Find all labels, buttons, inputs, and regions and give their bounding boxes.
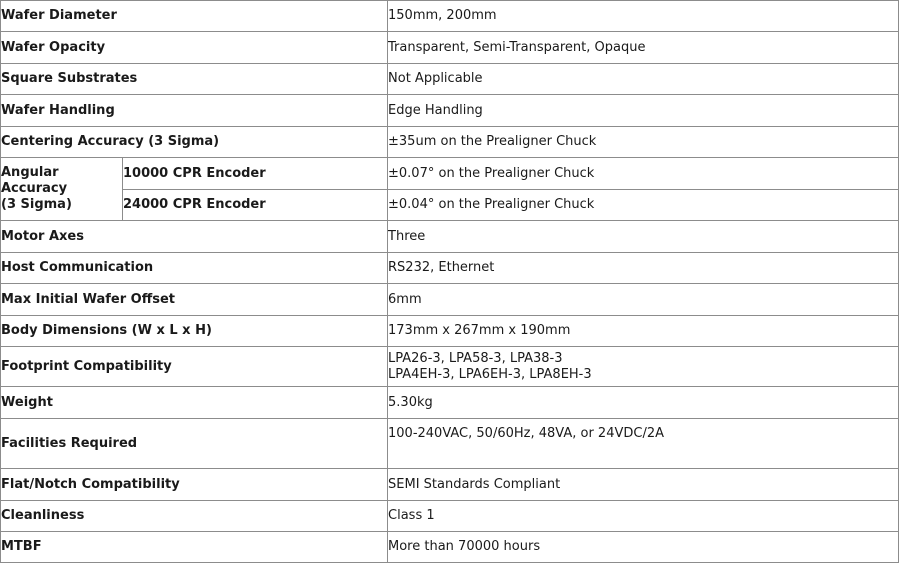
table-row	[1, 316, 899, 347]
spec-value: More than 70000 hours	[388, 532, 899, 563]
spec-sublabel: 24000 CPR Encoder	[123, 190, 388, 221]
spec-label: Centering Accuracy (3 Sigma)	[1, 127, 388, 158]
spec-label: Motor Axes	[1, 221, 388, 253]
spec-value: Class 1	[388, 501, 899, 532]
spec-label: Wafer Diameter	[1, 1, 388, 32]
spec-value: ±0.07° on the Prealigner Chuck	[388, 158, 899, 190]
table-row	[1, 284, 899, 316]
table-row	[1, 64, 899, 95]
spec-value: RS232, Ethernet	[388, 253, 899, 284]
table-row	[1, 190, 899, 221]
table-row	[1, 347, 899, 387]
label-line: (3 Sigma)	[1, 197, 72, 212]
label-line: Angular	[1, 165, 59, 180]
spec-label: MTBF	[1, 532, 388, 563]
spec-value: Not Applicable	[388, 64, 899, 95]
table-row	[1, 95, 899, 127]
spec-label: Wafer Handling	[1, 95, 388, 127]
table-row	[1, 501, 899, 532]
table-row	[1, 127, 899, 158]
spec-value: Transparent, Semi-Transparent, Opaque	[388, 32, 899, 64]
table-row	[1, 221, 899, 253]
spec-value	[388, 347, 899, 387]
spec-value: 100-240VAC, 50/60Hz, 48VA, or 24VDC/2A	[388, 419, 899, 469]
table-row	[1, 253, 899, 284]
spec-label: Body Dimensions (W x L x H)	[1, 316, 388, 347]
spec-value: 150mm, 200mm	[388, 1, 899, 32]
spec-value: 5.30kg	[388, 387, 899, 419]
spec-value: ±35um on the Prealigner Chuck	[388, 127, 899, 158]
label-line: Accuracy	[1, 181, 68, 196]
table-row	[1, 419, 899, 469]
spec-label: Max Initial Wafer Offset	[1, 284, 388, 316]
spec-label: Flat/Notch Compatibility	[1, 469, 388, 501]
value-line: LPA26-3, LPA58-3, LPA38-3	[388, 350, 563, 366]
spec-value: 6mm	[388, 284, 899, 316]
spec-label: Wafer Opacity	[1, 32, 388, 64]
table-row	[1, 32, 899, 64]
spec-value: Edge Handling	[388, 95, 899, 127]
table-row	[1, 387, 899, 419]
spec-label: Square Substrates	[1, 64, 388, 95]
table-row	[1, 1, 899, 32]
spec-label: Host Communication	[1, 253, 388, 284]
table-row	[1, 158, 899, 190]
spec-label: Facilities Required	[1, 419, 388, 469]
table-row	[1, 469, 899, 501]
value-line: LPA4EH-3, LPA6EH-3, LPA8EH-3	[388, 366, 592, 382]
spec-value: 173mm x 267mm x 190mm	[388, 316, 899, 347]
spec-value: ±0.04° on the Prealigner Chuck	[388, 190, 899, 221]
spec-label: Weight	[1, 387, 388, 419]
table-row	[1, 532, 899, 563]
spec-label: Footprint Compatibility	[1, 347, 388, 387]
spec-value: Three	[388, 221, 899, 253]
spec-label: Cleanliness	[1, 501, 388, 532]
angular-accuracy-label	[1, 158, 123, 221]
spec-sublabel: 10000 CPR Encoder	[123, 158, 388, 190]
spec-value: SEMI Standards Compliant	[388, 469, 899, 501]
